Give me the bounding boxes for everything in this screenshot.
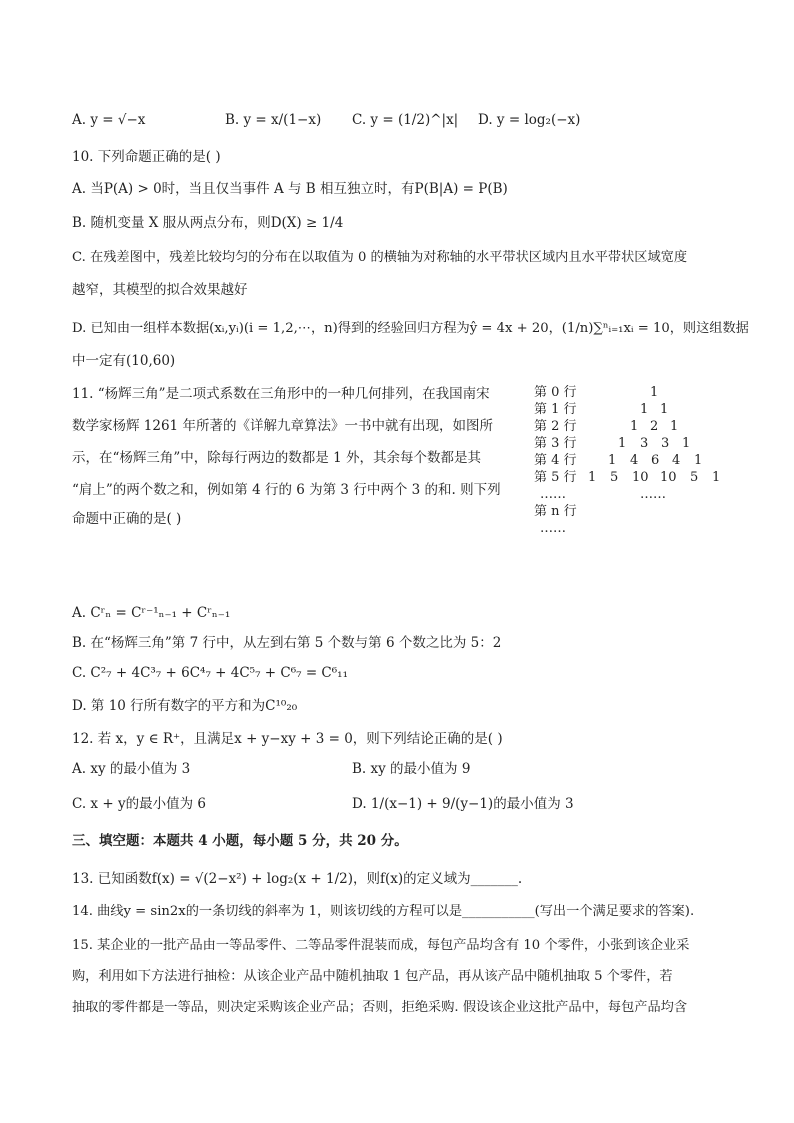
q12-option-b: B. xy 的最小值为 9 <box>352 761 471 777</box>
q9-option-c: C. y = (1/2)^|x| <box>352 112 459 128</box>
triangle-number: 6 <box>651 453 660 468</box>
triangle-number: 3 <box>661 436 670 451</box>
q11-line3: 示，在“杨辉三角”中，除每行两边的数都是 1 外，其余每个数都是其 <box>72 450 481 466</box>
q13-stem: 13. 已知函数f(x) = √(2−x²) + log₂(x + 1/2)，则f(x)的定义域为_______. <box>72 871 523 887</box>
q10-option-c-line1: C. 在残差图中，残差比较均匀的分布在以取值为 0 的横轴为对称轴的水平带状区域内且水平带状区域宽度 <box>72 250 688 265</box>
q10-option-b: B. 随机变量 X 服从两点分布，则D(X) ≥ 1/4 <box>72 215 344 231</box>
triangle-number: 1 <box>682 436 691 451</box>
q15-line3: 抽取的零件都是一等品，则决定采购该企业产品；否则，拒绝采购. 假设该企业这批产品中，每包产品均含 <box>72 1000 688 1015</box>
triangle-number: 5 <box>610 470 619 485</box>
triangle-row-label: 第 0 行 <box>534 385 577 400</box>
section-title-fill-in <box>72 832 408 850</box>
triangle-number: 10 <box>660 470 677 485</box>
q10-option-a: A. 当P(A) > 0时，当且仅当事件 A 与 B 相互独立时，有P(B|A) = P(B) <box>72 181 508 197</box>
q9-option-a: A. y = √−x <box>72 112 146 128</box>
triangle-row-label: 第 4 行 <box>534 453 577 468</box>
q15-line2: 购，利用如下方法进行抽检：从该企业产品中随机抽取 1 包产品，再从该产品中随机抽取 5 个零件，若 <box>72 969 673 984</box>
q11-line2: 数学家杨辉 1261 年所著的《详解九章算法》一书中就有出现，如图所 <box>72 418 493 434</box>
q11-line1: 11. “杨辉三角”是二项式系数在三角形中的一种几何排列，在我国南宋 <box>72 386 490 402</box>
q9-option-d: D. y = log₂(−x) <box>478 112 581 128</box>
q12-option-a: A. xy 的最小值为 3 <box>72 761 191 777</box>
triangle-number: 1 <box>712 470 721 485</box>
q11-option-a: A. Cʳₙ = Cʳ⁻¹ₙ₋₁ + Cʳₙ₋₁ <box>72 605 231 621</box>
triangle-number: 3 <box>640 436 649 451</box>
triangle-number: 1 <box>608 453 617 468</box>
q9-option-b: B. y = x/(1−x) <box>225 112 322 128</box>
q11-option-b: B. 在“杨辉三角”第 7 行中，从左到右第 5 个数与第 6 个数之比为 5：2 <box>72 635 502 651</box>
triangle-row-label: 第 1 行 <box>534 402 577 417</box>
triangle-number: 1 <box>694 453 703 468</box>
q11-option-d: D. 第 10 行所有数字的平方和为C¹⁰₂₀ <box>72 698 298 714</box>
triangle-number: 5 <box>690 470 699 485</box>
triangle-ellipsis-bottom: …… <box>540 521 566 536</box>
triangle-row-label: 第 3 行 <box>534 436 577 451</box>
q11-line5: 命题中正确的是( ) <box>72 511 182 527</box>
q12-option-d: D. 1/(x−1) + 9/(y−1)的最小值为 3 <box>352 796 574 812</box>
triangle-ellipsis-left: …… <box>540 487 566 502</box>
triangle-nth-row-label: 第 n 行 <box>534 504 577 519</box>
triangle-number: 4 <box>630 453 639 468</box>
triangle-row-label: 第 2 行 <box>534 419 577 434</box>
q15-line1: 15. 某企业的一批产品由一等品零件、二等品零件混装而成，每包产品均含有 10 个零件，小张到该企业采 <box>72 938 690 953</box>
q10-option-d-line1: D. 已知由一组样本数据(xᵢ,yᵢ)(i = 1,2,⋯，n)得到的经验回归方程为ŷ = 4x + 20，(1/n)∑ⁿᵢ₌₁xᵢ = 10，则这组数据 <box>72 321 749 336</box>
q10-option-d-line2: 中一定有(10,60) <box>72 353 176 369</box>
triangle-number: 1 <box>618 436 627 451</box>
triangle-number: 4 <box>672 453 681 468</box>
triangle-number: 1 <box>650 385 659 400</box>
section-title-text: 三、填空题：本题共 4 小题，每小题 5 分，共 20 分。 <box>72 833 408 849</box>
q14-stem: 14. 曲线y = sin2x的一条切线的斜率为 1，则该切线的方程可以是___________(写出一个满足要求的答案). <box>72 904 695 919</box>
triangle-number: 10 <box>632 470 649 485</box>
q11-line4: “肩上”的两个数之和，例如第 4 行的 6 为第 3 行中两个 3 的和. 则下列 <box>72 482 501 498</box>
triangle-number: 1 <box>660 402 669 417</box>
triangle-number: 1 <box>640 402 649 417</box>
q10-stem: 10. 下列命题正确的是( ) <box>72 149 221 165</box>
q12-option-c: C. x + y的最小值为 6 <box>72 796 206 812</box>
q10-option-c-line2: 越窄，其模型的拟合效果越好 <box>72 282 248 298</box>
triangle-number: 1 <box>670 419 679 434</box>
q12-stem: 12. 若 x，y ∈ R⁺，且满足x + y−xy + 3 = 0，则下列结论正确的是( ) <box>72 731 503 747</box>
triangle-number: 1 <box>630 419 639 434</box>
triangle-number: 1 <box>588 470 597 485</box>
triangle-ellipsis-right: …… <box>640 487 666 502</box>
triangle-row-label: 第 5 行 <box>534 470 577 485</box>
triangle-number: 2 <box>650 419 659 434</box>
q11-option-c: C. C²₇ + 4C³₇ + 6C⁴₇ + 4C⁵₇ + C⁶₇ = C⁶₁₁ <box>72 665 348 681</box>
